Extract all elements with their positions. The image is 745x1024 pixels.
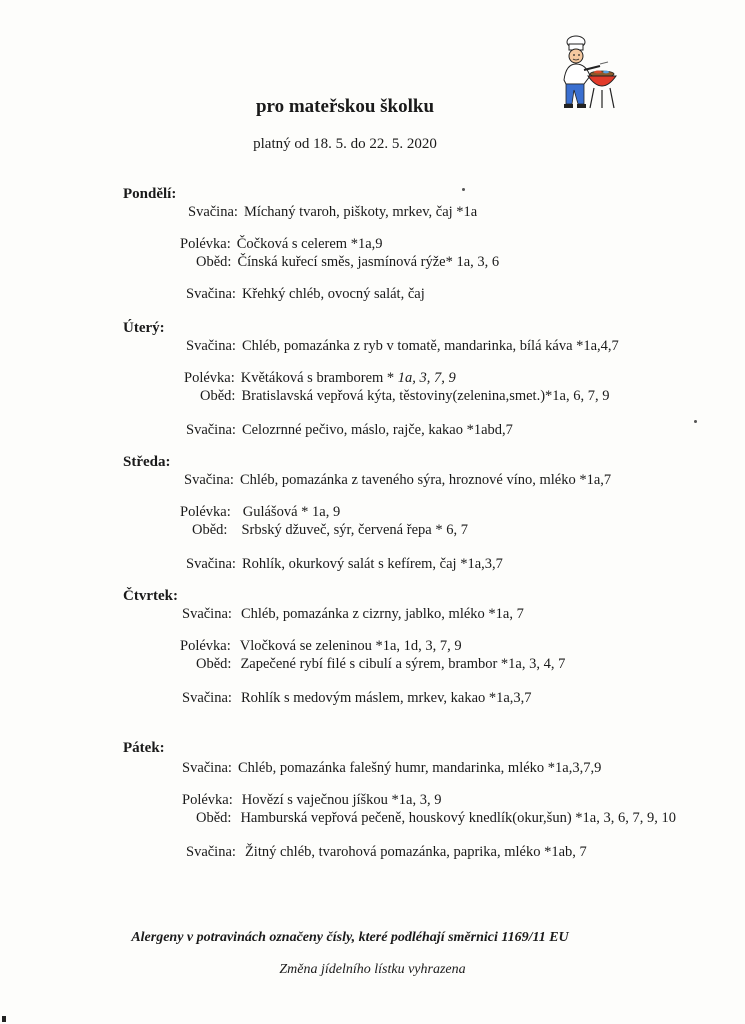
day-heading: Pondělí: (123, 186, 177, 202)
meal-label: Svačina: (184, 472, 234, 488)
meal-text: Gulášová * 1a, 9 (242, 504, 341, 520)
meal-text: Zapečené rybí filé s cibulí a sýrem, brambor *1a, 3, 4, 7 (240, 656, 566, 672)
meal-label: Svačina: (182, 760, 232, 776)
menu-line (186, 844, 587, 861)
meal-label: Oběd: (196, 810, 232, 826)
meal-text: Chléb, pomazánka falešný humr, mandarinka, mléko *1a,3,7,9 (237, 760, 602, 776)
meal-label: Svačina: (182, 690, 232, 706)
meal-label: Oběd: (196, 656, 232, 672)
menu-line (180, 504, 340, 521)
meal-text: Chléb, pomazánka z ryb v tomatě, mandarinka, bílá káva *1a,4,7 (241, 338, 619, 354)
scan-speck (2, 1016, 6, 1022)
meal-label: Polévka: (182, 792, 233, 808)
menu-line (186, 422, 513, 439)
meal-text: Míchaný tvaroh, piškoty, mrkev, čaj *1a (243, 204, 478, 220)
menu-line (182, 606, 524, 623)
validity-period: platný od 18. 5. do 22. 5. 2020 (253, 136, 437, 152)
meal-label: Svačina: (188, 204, 238, 220)
meal-text: Čočková s celerem *1a,9 (236, 236, 383, 252)
meal-label: Oběd: (192, 522, 228, 538)
meal-label: Polévka: (180, 638, 231, 654)
meal-label: Polévka: (184, 370, 235, 386)
menu-line (196, 810, 676, 827)
menu-line (180, 236, 383, 253)
meal-text: Chléb, pomazánka z taveného sýra, hroznové víno, mléko *1a,7 (239, 472, 612, 488)
menu-line (184, 472, 611, 489)
menu-line (182, 760, 601, 777)
day-heading: Úterý: (123, 320, 165, 336)
meal-text: Celozrnné pečivo, máslo, rajče, kakao *1abd,7 (241, 422, 513, 438)
menu-line (196, 254, 499, 271)
meal-label: Oběd: (196, 254, 232, 270)
meal-text: Rohlík, okurkový salát s kefírem, čaj *1a,3,7 (241, 556, 503, 572)
meal-label: Svačina: (186, 422, 236, 438)
meal-text: Bratislavská vepřová kýta, těstoviny(zelenina,smet.)*1a, 6, 7, 9 (241, 388, 610, 404)
meal-label: Polévka: (180, 504, 231, 520)
allergen-note: Alergeny v potravinách označeny čísly, které podléhají směrnici 1169/11 EU (131, 930, 569, 945)
menu-line (182, 690, 532, 707)
meal-text: Rohlík s medovým máslem, mrkev, kakao *1a,3,7 (240, 690, 532, 706)
scan-speck (462, 188, 465, 191)
meal-text: Čínská kuřecí směs, jasmínová rýže* 1a, 3, 6 (237, 254, 500, 270)
meal-label: Svačina: (182, 606, 232, 622)
meal-label: Svačina: (186, 286, 236, 302)
meal-label: Oběd: (200, 388, 236, 404)
menu-line (182, 792, 442, 809)
meal-label: Svačina: (186, 556, 236, 572)
change-note: Změna jídelního lístku vyhrazena (279, 962, 466, 977)
meal-label: Svačina: (186, 338, 236, 354)
meal-text: Hovězí s vaječnou jíškou *1a, 3, 9 (241, 792, 442, 808)
meal-text: Křehký chléb, ovocný salát, čaj (241, 286, 425, 302)
menu-line (192, 522, 468, 539)
meal-text: Chléb, pomazánka z cizrny, jablko, mléko *1a, 7 (240, 606, 524, 622)
meal-label: Svačina: (186, 844, 236, 860)
meal-text: Žitný chléb, tvarohová pomazánka, paprika, mléko *1ab, 7 (244, 844, 587, 860)
day-heading: Čtvrtek: (123, 588, 178, 604)
menu-line (186, 556, 503, 573)
menu-line (196, 656, 565, 673)
meal-text: Srbský džuveč, sýr, červená řepa * 6, 7 (241, 522, 468, 538)
menu-line (184, 370, 456, 387)
day-heading: Středa: (123, 454, 171, 470)
menu-line (186, 286, 425, 303)
meal-text: Hamburská vepřová pečeně, houskový knedlík(okur,šun) *1a, 3, 6, 7, 9, 10 (240, 810, 676, 826)
menu-line (186, 338, 619, 355)
menu-line (188, 204, 477, 221)
meal-label: Polévka: (180, 236, 231, 252)
meal-text: Květáková s bramborem * (240, 370, 395, 386)
scan-speck (694, 420, 697, 423)
meal-text: Vločková se zeleninou *1a, 1d, 3, 7, 9 (239, 638, 462, 654)
day-heading: Pátek: (123, 740, 165, 756)
menu-line (180, 638, 462, 655)
menu-line (200, 388, 609, 405)
page-title: pro mateřskou školku (255, 96, 435, 117)
allergen-codes: 1a, 3, 7, 9 (397, 370, 456, 386)
